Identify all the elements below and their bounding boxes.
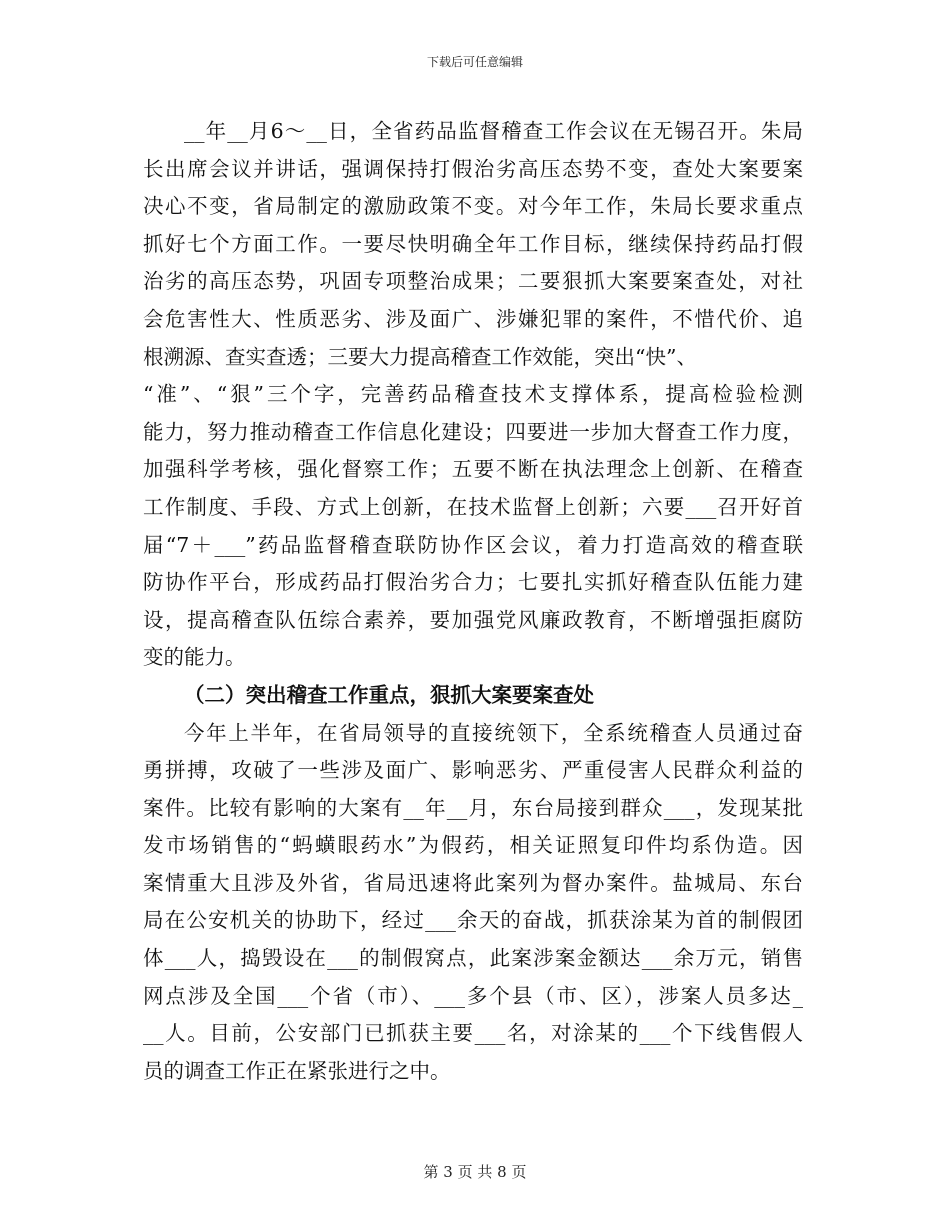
text-line: 长出席会议并讲话，强调保持打假治劣高压态势不变，查处大案要案 [143, 156, 803, 181]
text-line: 今年上半年，在省局领导的直接统领下，全系统稽查人员通过奋 [184, 720, 803, 745]
text-line: 员的调查工作正在紧张进行之中。 [143, 1058, 451, 1083]
page-footer: 第 3 页 共 8 页 [423, 1163, 527, 1181]
text-line: 变的能力。 [143, 645, 246, 670]
text-line: 局在公安机关的协助下，经过___余天的奋战，抓获涂某为首的制假团 [143, 908, 803, 933]
text-line: 治劣的高压态势，巩固专项整治成果；二要狠抓大案要案查处，对社 [143, 269, 803, 294]
text-line: 案情重大且涉及外省，省局迅速将此案列为督办案件。盐城局、东台 [143, 870, 803, 895]
page-header: 下载后可任意编辑 [426, 55, 523, 69]
text-line: 根溯源、查实查透；三要大力提高稽查工作效能，突出“快”、 [143, 344, 697, 369]
text-line: 案件。比较有影响的大案有__年__月，东台局接到群众___，发现某批 [143, 795, 803, 820]
text-line: 工作制度、手段、方式上创新，在技术监督上创新；六要___召开好首 [143, 494, 803, 519]
text-line: 体___人，捣毁设在___的制假窝点，此案涉案金额达___余万元，销售 [143, 946, 803, 971]
text-line: 勇拼搏，攻破了一些涉及面广、影响恶劣、严重侵害人民群众利益的 [143, 758, 803, 783]
paragraph-meeting-summary [143, 113, 803, 677]
text-line: 加强科学考核，强化督察工作；五要不断在执法理念上创新、在稽查 [143, 457, 803, 482]
text-line: 会危害性大、性质恶劣、涉及面广、涉嫌犯罪的案件，不惜代价、追 [143, 306, 803, 331]
document-body [143, 113, 803, 1090]
text-line: __人。目前，公安部门已抓获主要___名，对涂某的___个下线售假人 [143, 1021, 803, 1046]
text-line: __年__月6～__日，全省药品监督稽查工作会议在无锡召开。朱局 [184, 119, 803, 143]
text-line: 能力，努力推动稽查工作信息化建设；四要进一步加大督查工作力度， [143, 419, 803, 444]
text-line: 抓好七个方面工作。一要尽快明确全年工作目标，继续保持药品打假 [143, 231, 803, 256]
text-line: 决心不变，省局制定的激励政策不变。对今年工作，朱局长要求重点 [143, 194, 803, 219]
section-heading: （二）突出稽查工作重点，狠抓大案要案查处 [184, 682, 594, 707]
text-line: 设，提高稽查队伍综合素养，要加强党风廉政教育，不断增强拒腐防 [143, 607, 803, 632]
text-line: 发市场销售的“蚂蟥眼药水”为假药，相关证照复印件均系伪造。因 [143, 833, 803, 858]
text-line: 防协作平台，形成药品打假治劣合力；七要扎实抓好稽查队伍能力建 [143, 570, 803, 595]
text-line: 网点涉及全国___个省（市）、___多个县（市、区），涉案人员多达_ [143, 983, 803, 1008]
paragraph-case-report [143, 715, 803, 1091]
text-line: “准”、“狠”三个字，完善药品稽查技术支撑体系，提高检验检测 [143, 382, 803, 407]
text-line: 届“7＋___”药品监督稽查联防协作区会议，着力打造高效的稽查联 [143, 532, 803, 557]
